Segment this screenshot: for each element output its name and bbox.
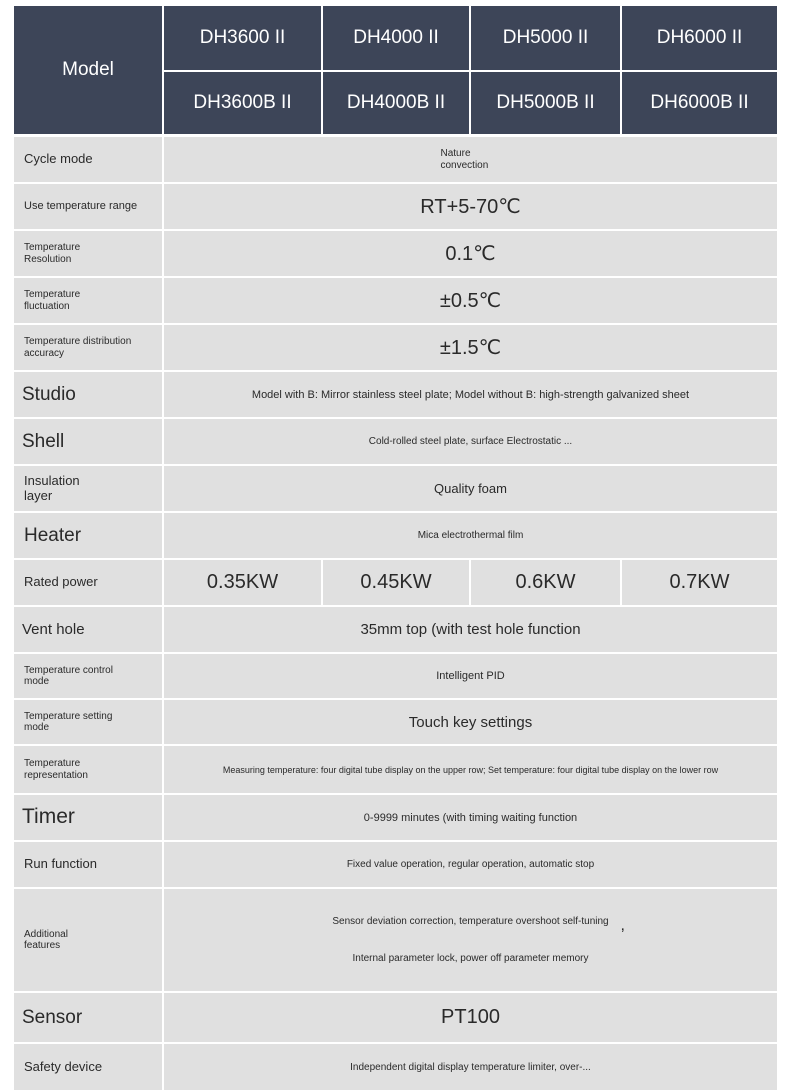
model-name-cell	[164, 72, 321, 134]
spec-value-text: 35mm top (with test hole function	[360, 621, 581, 638]
model-name: DH3600 II	[199, 27, 286, 48]
spec-label	[14, 889, 162, 991]
spec-label-text: Temperature representation	[24, 758, 88, 781]
spec-value-text: 0-9999 minutes (with timing waiting function	[363, 811, 578, 824]
spec-label	[14, 795, 162, 840]
power-value	[164, 560, 321, 605]
spec-value	[164, 700, 777, 744]
model-name: DH4000 II	[353, 27, 439, 48]
spec-value	[164, 842, 777, 887]
spec-label	[14, 278, 162, 323]
spec-value-text: PT100	[441, 1006, 500, 1028]
model-name: DH5000B II	[496, 92, 595, 113]
spec-label	[14, 231, 162, 276]
spec-value-text: ±1.5℃	[439, 337, 502, 359]
spec-label	[14, 137, 162, 182]
model-header-text: Model	[62, 59, 114, 80]
power-value-text: 0.45KW	[360, 571, 432, 593]
spec-label	[14, 560, 162, 605]
spec-label	[14, 654, 162, 698]
power-value	[622, 560, 777, 605]
spec-value	[164, 607, 777, 652]
model-name: DH5000 II	[502, 27, 589, 48]
spec-value	[164, 278, 777, 323]
spec-label	[14, 466, 162, 511]
spec-value	[164, 993, 777, 1042]
spec-label-text: Insulation layer	[24, 472, 80, 503]
spec-label-text: Studio	[22, 383, 76, 405]
spec-value	[164, 746, 777, 793]
spec-value-text: Measuring temperature: four digital tube display on the upper row; Set temperature: four digital tube display on the lower row	[222, 764, 719, 775]
spec-label-text: Heater	[24, 524, 82, 546]
model-name: DH4000B II	[346, 92, 446, 113]
spec-value	[164, 1044, 777, 1090]
model-name-cell	[471, 6, 620, 70]
spec-label	[14, 419, 162, 464]
model-name-cell	[323, 6, 469, 70]
spec-label-text: Safety device	[24, 1058, 103, 1074]
comma-mark: ,	[620, 917, 625, 934]
model-name-cell	[323, 72, 469, 134]
spec-label-text: Sensor	[22, 1006, 83, 1028]
power-value	[471, 560, 620, 605]
spec-value-text: Model with B: Mirror stainless steel plate; Model without B: high-strength galvanized sheet	[251, 388, 690, 401]
spec-value-text: Cold-rolled steel plate, surface Electrostatic ...	[368, 436, 573, 447]
spec-value-text: 0.1℃	[445, 243, 496, 265]
power-value-text: 0.7KW	[669, 571, 730, 593]
model-name: DH6000B II	[650, 92, 749, 113]
spec-value	[164, 466, 777, 511]
spec-label	[14, 325, 162, 370]
model-name-cell	[622, 72, 777, 134]
spec-label-text: Temperature control mode	[24, 664, 113, 687]
additional-line-2: Internal parameter lock, power off parameter memory	[352, 953, 589, 964]
spec-value-text: Intelligent PID	[436, 670, 505, 682]
spec-value	[164, 419, 777, 464]
spec-value	[164, 184, 777, 229]
spec-label-text: Temperature fluctuation	[24, 289, 81, 312]
spec-value	[164, 654, 777, 698]
spec-label-text: Cycle mode	[24, 151, 93, 167]
spec-value	[164, 231, 777, 276]
model-name-cell	[164, 6, 321, 70]
spec-value-text: Mica electrothermal film	[417, 529, 524, 541]
model-header-label	[14, 6, 162, 134]
additional-line-1: Sensor deviation correction, temperature overshoot self-tuning	[332, 916, 609, 927]
spec-label-text: Vent hole	[22, 620, 85, 638]
spec-label	[14, 746, 162, 793]
spec-label	[14, 993, 162, 1042]
spec-label	[14, 607, 162, 652]
power-value	[323, 560, 469, 605]
model-name: DH6000 II	[656, 27, 743, 48]
spec-value	[164, 795, 777, 840]
power-value-text: 0.35KW	[206, 571, 279, 593]
spec-label	[14, 700, 162, 744]
spec-label	[14, 513, 162, 558]
spec-label-text: Additional features	[24, 928, 68, 951]
spec-label-text: Run function	[24, 856, 97, 872]
spec-value-text: Quality foam	[434, 481, 507, 496]
spec-label	[14, 842, 162, 887]
spec-value	[164, 513, 777, 558]
spec-label	[14, 1044, 162, 1090]
spec-label	[14, 184, 162, 229]
spec-label-text: Temperature setting mode	[24, 710, 113, 733]
spec-value-text: Independent digital display temperature limiter, over-...	[350, 1061, 591, 1073]
spec-value-text: Touch key settings	[408, 713, 533, 731]
spec-value	[164, 372, 777, 417]
model-name-cell	[622, 6, 777, 70]
spec-value-text: Fixed value operation, regular operation, automatic stop	[346, 859, 595, 870]
spec-label-text: Rated power	[24, 574, 98, 590]
spec-label	[14, 372, 162, 417]
spec-value-text: ±0.5℃	[439, 290, 502, 312]
spec-value-text: Nature convection	[440, 147, 489, 171]
spec-label-text: Use temperature range	[24, 200, 138, 213]
model-name: DH3600B II	[193, 92, 292, 113]
power-value-text: 0.6KW	[515, 571, 576, 593]
spec-label-text: Temperature distribution accuracy	[24, 336, 132, 359]
spec-label-text: Temperature Resolution	[24, 242, 81, 265]
spec-label-text: Shell	[22, 430, 65, 452]
spec-label-text: Timer	[22, 805, 75, 829]
spec-value	[164, 137, 777, 182]
spec-value	[164, 325, 777, 370]
spec-value	[164, 889, 777, 991]
model-name-cell	[471, 72, 620, 134]
spec-value-text: RT+5-70℃	[420, 196, 521, 218]
